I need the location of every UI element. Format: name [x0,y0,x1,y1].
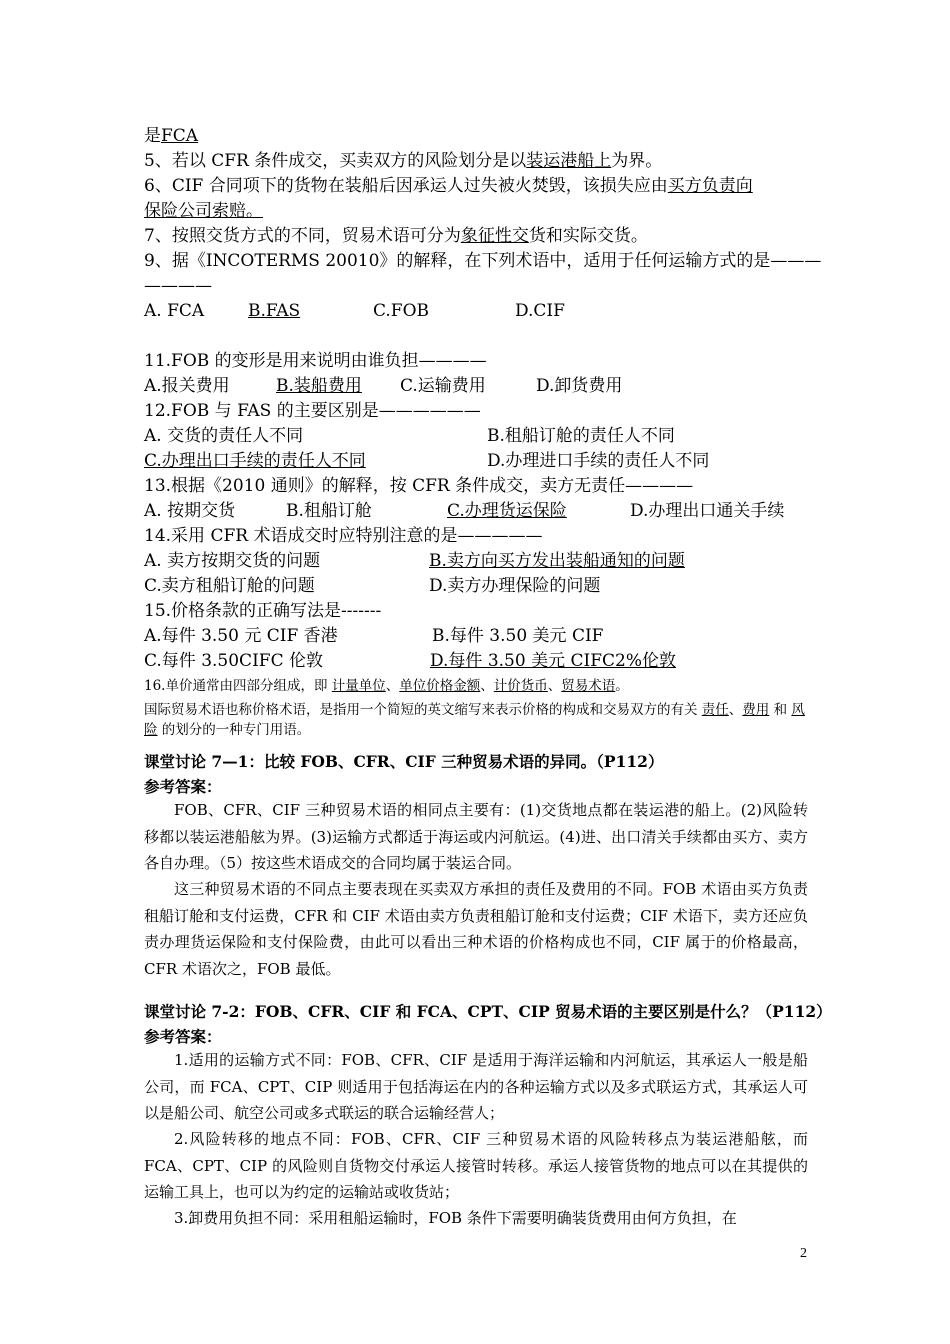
question-12: 12.FOB 与 FAS 的主要区别是—————— [144,401,481,421]
answer: 计量单位 [331,678,386,694]
question-15: 15.价格条款的正确写法是------- [144,601,382,621]
text: 16.单价通常由四部分组成，即 [144,678,328,694]
question-6 [144,174,753,198]
text: 、 [385,678,400,694]
text: 和 [773,702,788,718]
question-16 [144,676,629,696]
text: 的划分的一种专门用语。 [161,722,311,738]
discussion-2-answer-label: 参考答案： [144,1027,222,1046]
text: 是 [144,126,161,146]
option-a: A. 按期交货 [144,501,236,521]
question-6-cont [144,199,263,223]
option-b: B.每件 3.50 美元 CIF [432,626,604,646]
answer-line-1 [144,124,198,148]
answer: 风险 [144,702,805,738]
question-5 [144,149,662,173]
option-d: D.办理进口手续的责任人不同 [487,451,710,471]
discussion-2-paragraph-1: 1.适用的运输方式不同：FOB、CFR、CIF 是适用于海洋运输和内河航运，其承运人一般是船公司，而 FCA、CPT、CIP 则适用于包括海运在内的各种运输方式以及多式联运方式，其承运人可以是船公司、航空公司或多式联运的联合运输经营人； [144,1051,808,1122]
option-a: A.报关费用 [144,376,230,396]
discussion-1-paragraph-2: 这三种贸易术语的不同点主要表现在买卖双方承担的责任及费用的不同。FOB 术语由买方负责租船订舱和支付运费，CFR 和 CIF 术语由卖方负责租船订舱和支付运费；CIF 术语下，卖方还应负责办理货运保险和支付保险费，由此可以看出三种术语的价格构成也不同，CIF 属于的价格最高，CFR 术语次之，FOB 最低。 [144,880,808,978]
option-c: C.办理出口手续的责任人不同 [144,451,366,471]
text: 5、若以 CFR 条件成交，买卖双方的风险划分是以 [144,151,527,171]
answer: 象征性交 [460,226,529,246]
text: 。 [615,678,629,694]
text: 、 [480,678,494,694]
text: 货和实际交货。 [528,226,648,246]
option-b: B.卖方向买方发出装船通知的问题 [429,551,685,571]
text: 国际贸易术语也称价格术语，是指用一个简短的英文缩写来表示价格的构成和交易双方的有关 [144,702,698,718]
question-7 [144,224,648,248]
discussion-1-answer-label: 参考答案： [144,777,222,796]
text: 为界。 [611,151,663,171]
option-d: D.卸货费用 [536,376,623,396]
option-b: B.装船费用 [276,376,362,396]
discussion-2-paragraph-2: 2.风险转移的地点不同：FOB、CFR、CIF 三种贸易术语的风险转移点为装运港船舷，而 FCA、CPT、CIP 的风险则自货物交付承运人接管时转移。承运人接管货物的地点可以在其提供的运输工具上，也可以为约定的运输站或收货站； [144,1130,808,1201]
option-b: B.租船订舱的责任人不同 [487,426,675,446]
answer: 贸易术语 [561,678,616,694]
option-c: C.运输费用 [400,376,486,396]
option-c: C.每件 3.50CIFC 伦敦 [144,651,323,671]
question-9: 9、据《INCOTERMS 20010》的解释，在下列术语中，适用于任何运输方式的是——— [144,251,822,271]
text: 、 [547,678,562,694]
answer: 买方负责向 [667,176,753,196]
discussion-2-title: 课堂讨论 7-2：FOB、CFR、CIF 和 FCA、CPT、CIP 贸易术语的主要区别是什么？（P112） [144,1002,832,1021]
option-a: A. FCA [144,301,205,321]
question-13: 13.根据《2010 通则》的解释，按 CFR 条件成交，卖方无责任———— [144,476,694,496]
answer: 责任 [701,702,729,718]
option-a: A. 卖方按期交货的问题 [144,551,321,571]
page-number: 2 [800,1246,807,1261]
option-c: C.FOB [373,301,430,321]
answer: 装运港船上 [526,151,612,171]
answer: FCA [161,126,199,146]
answer: 计价货币 [493,678,548,694]
text: 7、按照交货方式的不同，贸易术语可分为 [144,226,461,246]
option-d: D.卖方办理保险的问题 [429,576,601,596]
answer: 费用 [742,702,770,718]
question-9-cont: ———— [144,276,212,296]
discussion-1-paragraph-1: FOB、CFR、CIF 三种贸易术语的相同点主要有：(1)交货地点都在装运港的船上。(2)风险转移都以装运港船舷为界。(3)运输方式都适于海运或内河航运。(4)进、出口清关手续都由买方、卖方各自办理。（5）按这些术语成交的合同均属于装运合同。 [144,801,808,872]
question-14: 14.采用 CFR 术语成交时应特别注意的是————— [144,526,543,546]
discussion-1-title: 课堂讨论 7—1：比较 FOB、CFR、CIF 三种贸易术语的异同。（P112） [144,752,664,771]
option-a: A. 交货的责任人不同 [144,426,304,446]
option-d: D.办理出口通关手续 [630,501,785,521]
option-d: D.CIF [515,301,565,321]
question-11: 11.FOB 的变形是用来说明由谁负担———— [144,351,487,371]
option-b: B.租船订舱 [286,501,372,521]
option-a: A.每件 3.50 元 CIF 香港 [144,626,338,646]
discussion-2-paragraph-3: 3.卸费用负担不同：采用租船运输时，FOB 条件下需要明确装货费用由何方负担，在 [174,1209,737,1227]
option-c: C.办理货运保险 [447,501,567,521]
option-d: D.每件 3.50 美元 CIFC2%伦敦 [430,651,676,671]
question-17 [144,700,808,740]
text: 6、CIF 合同项下的货物在装船后因承运人过失被火焚毁，该损失应由 [144,176,668,196]
text: 、 [728,702,743,718]
option-b: B.FAS [248,301,301,321]
option-c: C.卖方租船订舱的问题 [144,576,315,596]
answer: 保险公司索赔。 [144,201,263,221]
answer: 单位价格金额 [399,678,481,694]
